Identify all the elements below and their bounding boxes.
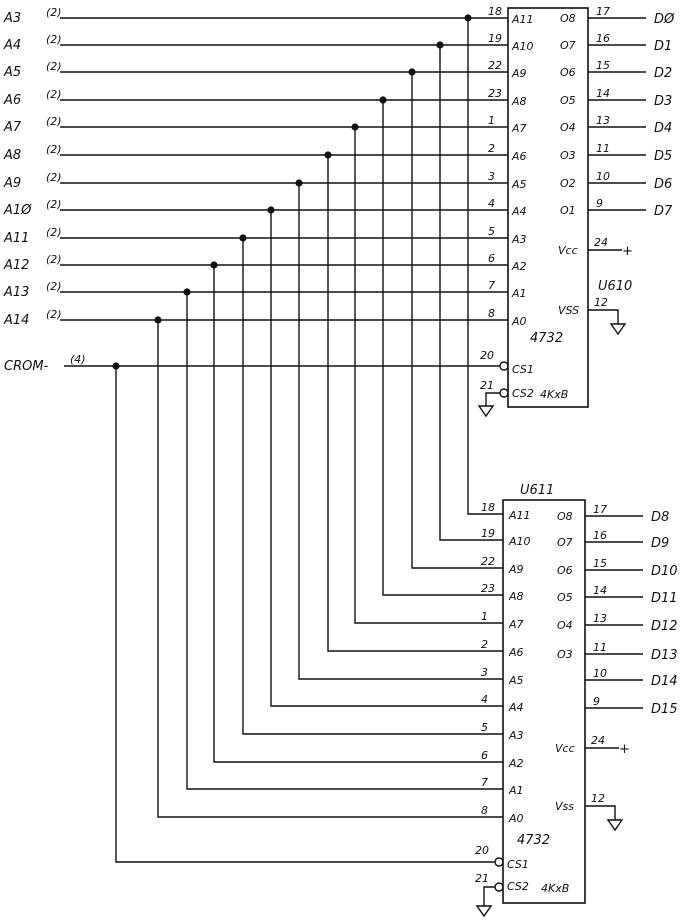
u610-pin-num-3: 23	[488, 87, 502, 100]
signal-label-11: A14	[4, 313, 30, 328]
address-bus-4	[355, 127, 503, 623]
u611-pin-num-7: 4	[481, 693, 488, 706]
crom-to-u611-line	[116, 366, 495, 862]
u610-data-pin-name-2: O6	[560, 66, 576, 79]
u610-pin-name-3: A8	[512, 95, 527, 108]
u610-pin-name-0: A11	[512, 13, 534, 26]
signal-label-6: A9	[4, 176, 22, 191]
signal-ref-7: (2)	[46, 198, 62, 211]
u611-cs1-bubble	[495, 858, 503, 866]
u611-data-pin-num-1: 16	[593, 529, 607, 542]
u610-pin-name-1: A10	[512, 40, 534, 53]
u611-data-net-7: D15	[651, 702, 678, 717]
u610-pin-num-1: 19	[488, 32, 502, 45]
u611-vss-name: Vss	[555, 800, 574, 813]
signal-ref-6: (2)	[46, 171, 62, 184]
u610-cs2-ground-symbol	[479, 406, 493, 416]
u610-pin-num-8: 5	[488, 225, 495, 238]
u610-data-pin-num-2: 15	[596, 59, 610, 72]
u611-data-pin-num-2: 15	[593, 557, 607, 570]
u611-pin-num-5: 2	[481, 638, 488, 651]
u610-vss-ground-symbol	[611, 324, 625, 334]
u610-data-net-1: D1	[654, 39, 673, 54]
u610-cs2-name: CS2	[512, 387, 534, 400]
u610-data-net-2: D2	[654, 66, 673, 81]
u611-pin-name-8: A3	[509, 729, 524, 742]
u611-data-net-2: D10	[651, 564, 678, 579]
u611-data-pin-name-3: O5	[557, 591, 573, 604]
address-bus-6	[299, 183, 503, 679]
u611-data-pin-name-0: O8	[557, 510, 573, 523]
u610-data-pin-num-3: 14	[596, 87, 610, 100]
signal-label-0: A3	[4, 11, 22, 26]
u611-data-net-3: D11	[651, 591, 678, 606]
u610-pin-name-7: A4	[512, 205, 527, 218]
u611-data-net-0: D8	[651, 510, 670, 525]
u610-data-pin-name-6: O2	[560, 177, 576, 190]
u611-pin-name-1: A10	[509, 535, 531, 548]
u610-vss-name: VSS	[558, 304, 580, 317]
u611-pin-name-2: A9	[509, 563, 524, 576]
u611-data-pin-num-3: 14	[593, 584, 607, 597]
u610-cs2-ground-line	[486, 393, 500, 406]
u610-data-pin-name-0: O8	[560, 12, 576, 25]
u610-data-net-0: DØ	[654, 12, 675, 27]
u610-data-pin-num-7: 9	[596, 197, 603, 210]
u610-pin-name-5: A6	[512, 150, 527, 163]
signal-ref-4: (2)	[46, 115, 62, 128]
u611-pin-num-1: 19	[481, 527, 495, 540]
u611-data-net-1: D9	[651, 536, 670, 551]
u611-pin-name-0: A11	[509, 509, 531, 522]
u610-pin-num-6: 3	[488, 170, 495, 183]
u610-pin-name-2: A9	[512, 67, 527, 80]
u611-vcc-name: Vcc	[555, 742, 575, 755]
u611-vcc-num: 24	[591, 734, 605, 747]
u611-cs1-name: CS1	[507, 858, 529, 871]
signal-ref-5: (2)	[46, 143, 62, 156]
u611-size: 4KxB	[541, 882, 570, 895]
u611-pin-name-10: A1	[509, 784, 524, 797]
u611-pin-num-8: 5	[481, 721, 488, 734]
u611-pin-num-6: 3	[481, 666, 488, 679]
u610-pin-name-9: A2	[512, 260, 527, 273]
u610-data-pin-num-6: 10	[596, 170, 610, 183]
u610-part-number: 4732	[530, 331, 564, 346]
u611-pin-num-10: 7	[481, 776, 488, 789]
u610-pin-name-10: A1	[512, 287, 527, 300]
signal-label-3: A6	[4, 93, 22, 108]
signal-ref-0: (2)	[46, 6, 62, 19]
crom-ref: (4)	[70, 353, 86, 366]
u610-pin-num-7: 4	[488, 197, 495, 210]
u610-vcc-name: Vcc	[558, 244, 578, 257]
u610-data-pin-name-5: O3	[560, 149, 576, 162]
address-bus-8	[243, 238, 503, 734]
u610-cs1-bubble	[500, 362, 508, 370]
u611-data-pin-num-6: 10	[593, 667, 607, 680]
u611-cs2-num: 21	[475, 872, 489, 885]
u611-pin-name-9: A2	[509, 757, 524, 770]
u610-cs1-name: CS1	[512, 363, 534, 376]
u610-data-pin-num-5: 11	[596, 142, 610, 155]
address-bus-3	[383, 100, 503, 595]
address-bus-5	[328, 155, 503, 651]
crom-label: CROM-	[4, 359, 49, 374]
u610-data-net-7: D7	[654, 204, 673, 219]
signal-label-10: A13	[4, 285, 30, 300]
u610-pin-name-6: A5	[512, 178, 527, 191]
u611-pin-name-4: A7	[509, 618, 524, 631]
u610-cs2-bubble	[500, 389, 508, 397]
u610-vss-num: 12	[594, 296, 608, 309]
signal-label-2: A5	[4, 65, 22, 80]
u611-data-net-5: D13	[651, 648, 678, 663]
signal-ref-9: (2)	[46, 253, 62, 266]
u611-pin-name-11: A0	[509, 812, 524, 825]
signal-label-5: A8	[4, 148, 22, 163]
u611-pin-name-3: A8	[509, 590, 524, 603]
u610-vcc-symbol: +	[622, 244, 633, 259]
u610-data-pin-name-3: O5	[560, 94, 576, 107]
u610-cs1-num: 20	[480, 349, 494, 362]
u611-data-pin-name-1: O7	[557, 536, 573, 549]
u611-pin-num-4: 1	[481, 610, 488, 623]
u611-pin-num-3: 23	[481, 582, 495, 595]
signal-ref-10: (2)	[46, 280, 62, 293]
u611-cs2-bubble	[495, 883, 503, 891]
u610-pin-num-9: 6	[488, 252, 495, 265]
signal-ref-2: (2)	[46, 60, 62, 73]
u611-part-number: 4732	[517, 833, 551, 848]
u610-data-net-4: D4	[654, 121, 673, 136]
u611-pin-num-2: 22	[481, 555, 495, 568]
u610-pin-num-2: 22	[488, 59, 502, 72]
u611-data-pin-num-0: 17	[593, 503, 607, 516]
u611-cs1-num: 20	[475, 844, 489, 857]
signal-ref-1: (2)	[46, 33, 62, 46]
u610-data-net-5: D5	[654, 149, 673, 164]
u611-cs2-ground-symbol	[477, 906, 491, 916]
u610-pin-name-8: A3	[512, 233, 527, 246]
u611-data-pin-name-2: O6	[557, 564, 573, 577]
u611-data-net-6: D14	[651, 674, 678, 689]
u611-pin-name-7: A4	[509, 701, 524, 714]
signal-label-9: A12	[4, 258, 30, 273]
u610-designator: U610	[598, 279, 633, 294]
u610-data-pin-num-0: 17	[596, 5, 610, 18]
u611-data-pin-name-4: O4	[557, 619, 573, 632]
u610-data-pin-num-1: 16	[596, 32, 610, 45]
u611-pin-num-11: 8	[481, 804, 488, 817]
u610-vcc-num: 24	[594, 236, 608, 249]
u611-pin-num-0: 18	[481, 501, 495, 514]
u610-pin-num-10: 7	[488, 279, 495, 292]
u610-data-pin-num-4: 13	[596, 114, 610, 127]
u610-pin-num-0: 18	[488, 5, 502, 18]
u610-pin-name-11: A0	[512, 315, 527, 328]
signal-ref-3: (2)	[46, 88, 62, 101]
u611-cs2-ground-line	[484, 887, 495, 906]
u611-cs2-name: CS2	[507, 880, 529, 893]
signal-label-1: A4	[4, 38, 22, 53]
u610-data-pin-name-1: O7	[560, 39, 576, 52]
u610-data-pin-name-4: O4	[560, 121, 576, 134]
u611-vss-ground-symbol	[608, 820, 622, 830]
u610-vss-line	[588, 310, 618, 324]
u611-data-pin-num-4: 13	[593, 612, 607, 625]
u611-data-net-4: D12	[651, 619, 678, 634]
u611-vcc-symbol: +	[619, 742, 630, 757]
signal-label-7: A1Ø	[4, 203, 32, 218]
u610-data-pin-name-7: O1	[560, 204, 576, 217]
u610-data-net-3: D3	[654, 94, 673, 109]
u611-vss-line	[585, 806, 615, 820]
u611-data-pin-num-5: 11	[593, 641, 607, 654]
u611-vss-num: 12	[591, 792, 605, 805]
signal-ref-11: (2)	[46, 308, 62, 321]
u611-pin-name-5: A6	[509, 646, 524, 659]
u611-pin-num-9: 6	[481, 749, 488, 762]
u610-pin-name-4: A7	[512, 122, 527, 135]
u611-designator: U611	[520, 483, 555, 498]
signal-label-4: A7	[4, 120, 22, 135]
signal-ref-8: (2)	[46, 226, 62, 239]
u610-data-net-6: D6	[654, 177, 673, 192]
address-bus-9	[214, 265, 503, 762]
u611-data-pin-num-7: 9	[593, 695, 600, 708]
u610-pin-num-11: 8	[488, 307, 495, 320]
u610-size: 4KxB	[540, 388, 569, 401]
u610-pin-num-4: 1	[488, 114, 495, 127]
signal-label-8: A11	[4, 231, 30, 246]
u610-cs2-num: 21	[480, 379, 494, 392]
u610-pin-num-5: 2	[488, 142, 495, 155]
u611-pin-name-6: A5	[509, 674, 524, 687]
u611-data-pin-name-5: O3	[557, 648, 573, 661]
